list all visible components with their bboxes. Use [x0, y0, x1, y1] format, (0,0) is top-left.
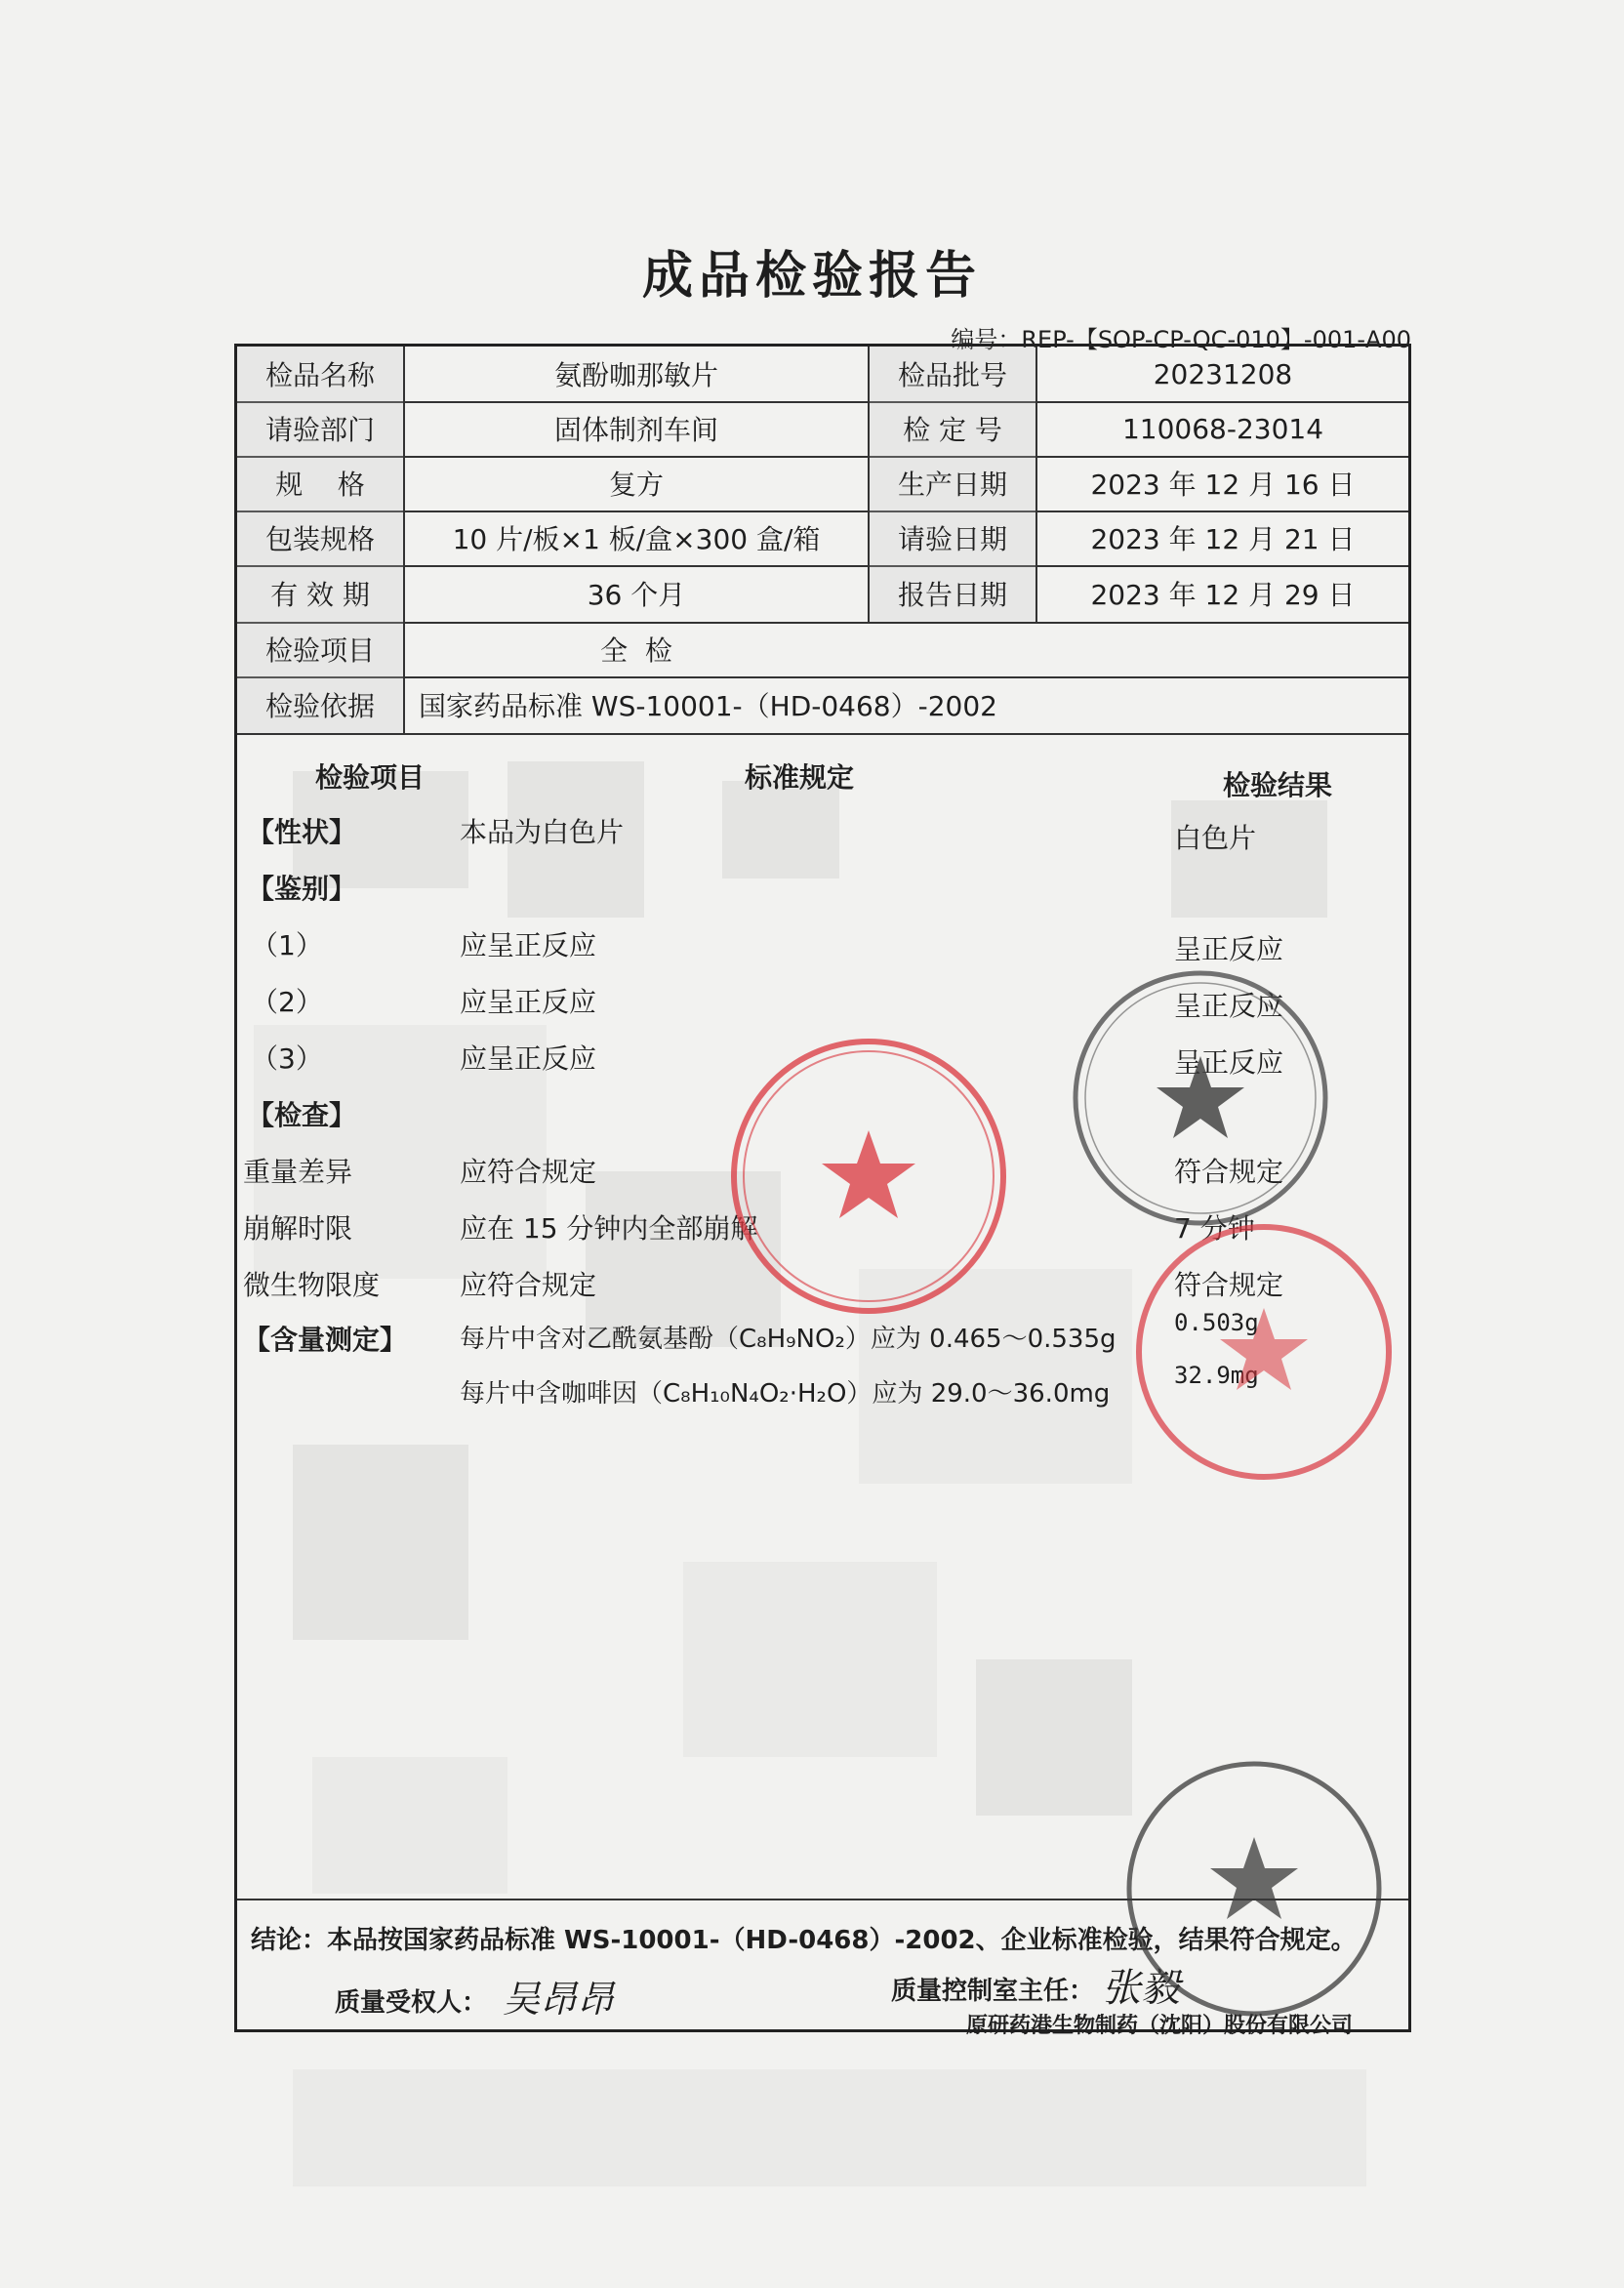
value-test-items: 全 检 [600, 634, 672, 667]
result-standard: 应呈正反应 [460, 1042, 597, 1075]
result-item: 【含量测定】 [243, 1324, 408, 1356]
header-row [237, 401, 1408, 458]
label-report-date: 报告日期 [870, 565, 1035, 622]
value-production-date: 2023 年 12 月 16 日 [1090, 469, 1356, 501]
result-item: （2） [251, 986, 323, 1018]
red-seal-stamp [727, 1035, 1010, 1318]
red-seal-stamp [1132, 1220, 1396, 1484]
company-name: 原研药港生物制药（沈阳）股份有限公司 [966, 2014, 1354, 2038]
result-item: （1） [251, 929, 323, 961]
label-validity: 有 效 期 [237, 565, 403, 622]
conclusion-text: 结论：本品按国家药品标准 WS-10001-（HD-0468）-2002、企业标准检验，结果符合规定。 [251, 1926, 1357, 1955]
black-seal-stamp [1069, 966, 1332, 1230]
result-standard: 应呈正反应 [460, 986, 597, 1018]
col-header-standard: 标准规定 [745, 761, 855, 794]
header-row [237, 511, 1408, 567]
header-row [237, 565, 1408, 624]
document-code: 编号：REP-【SOP-CP-QC-010】-001-A00 [951, 326, 1411, 353]
label-basis: 检验依据 [237, 676, 403, 733]
col-header-item: 检验项目 [315, 761, 426, 794]
result-standard: 应呈正反应 [460, 929, 597, 961]
value-spec: 复方 [608, 469, 664, 501]
label-batch-no: 检品批号 [870, 347, 1035, 401]
result-standard: 应在 15 分钟内全部崩解 [460, 1212, 758, 1245]
label-test-no: 检 定 号 [870, 401, 1035, 456]
label-product-name: 检品名称 [237, 347, 403, 401]
result-item: 【鉴别】 [247, 873, 357, 905]
result-item: 崩解时限 [243, 1212, 353, 1245]
result-standard: 本品为白色片 [460, 816, 625, 848]
result-value: 呈正反应 [1174, 990, 1284, 1022]
result-item: 微生物限度 [243, 1269, 381, 1301]
value-report-date: 2023 年 12 月 29 日 [1090, 579, 1356, 611]
result-standard: 应符合规定 [460, 1269, 597, 1301]
header-row [237, 676, 1408, 735]
result-value: 32.9mg [1174, 1362, 1259, 1389]
label-packaging: 包装规格 [237, 511, 403, 565]
value-batch-no: 20231208 [1153, 357, 1293, 390]
col-header-result: 检验结果 [1223, 769, 1333, 801]
result-item: （3） [251, 1042, 323, 1075]
result-item: 重量差异 [243, 1156, 353, 1188]
scan-noise [293, 2069, 1366, 2186]
qc-label: 质量控制室主任： [891, 1977, 1095, 2006]
value-request-date: 2023 年 12 月 21 日 [1090, 523, 1356, 555]
qa-label: 质量受权人： [335, 1988, 488, 2018]
result-value: 呈正反应 [1174, 933, 1284, 965]
label-test-items: 检验项目 [237, 622, 403, 676]
header-row [237, 347, 1408, 403]
result-value: 0.503g [1174, 1309, 1259, 1336]
qa-signature: 吴昂昂 [503, 1978, 615, 2021]
label-request-date: 请验日期 [870, 511, 1035, 565]
qc-signature: 张毅 [1102, 1966, 1180, 2011]
header-row [237, 456, 1408, 512]
result-value: 符合规定 [1174, 1269, 1284, 1301]
result-standard: 每片中含咖啡因（C₈H₁₀N₄O₂·H₂O）应为 29.0～36.0mg [460, 1379, 1111, 1409]
value-basis: 国家药品标准 WS-10001-（HD-0468）-2002 [419, 690, 997, 722]
value-packaging: 10 片/板×1 板/盒×300 盒/箱 [452, 523, 821, 555]
document-title: 成品检验报告 [641, 247, 982, 306]
result-item: 【性状】 [247, 816, 357, 848]
value-department: 固体制剂车间 [553, 414, 718, 446]
result-standard: 每片中含对乙酰氨基酚（C₈H₉NO₂）应为 0.465～0.535g [460, 1325, 1116, 1354]
result-item: 【检查】 [247, 1099, 357, 1131]
label-production-date: 生产日期 [870, 456, 1035, 511]
result-value: 白色片 [1174, 822, 1257, 854]
value-product-name: 氨酚咖那敏片 [553, 359, 718, 391]
label-department: 请验部门 [237, 401, 403, 456]
result-value: 呈正反应 [1174, 1046, 1284, 1079]
result-value: 符合规定 [1174, 1156, 1284, 1188]
value-test-no: 110068-23014 [1121, 412, 1324, 445]
result-value: 7 分钟 [1174, 1212, 1255, 1245]
black-seal-stamp [1122, 1757, 1386, 2021]
label-spec: 规 格 [237, 456, 403, 511]
value-validity: 36 个月 [587, 579, 686, 611]
result-standard: 应符合规定 [460, 1156, 597, 1188]
header-row [237, 622, 1408, 678]
